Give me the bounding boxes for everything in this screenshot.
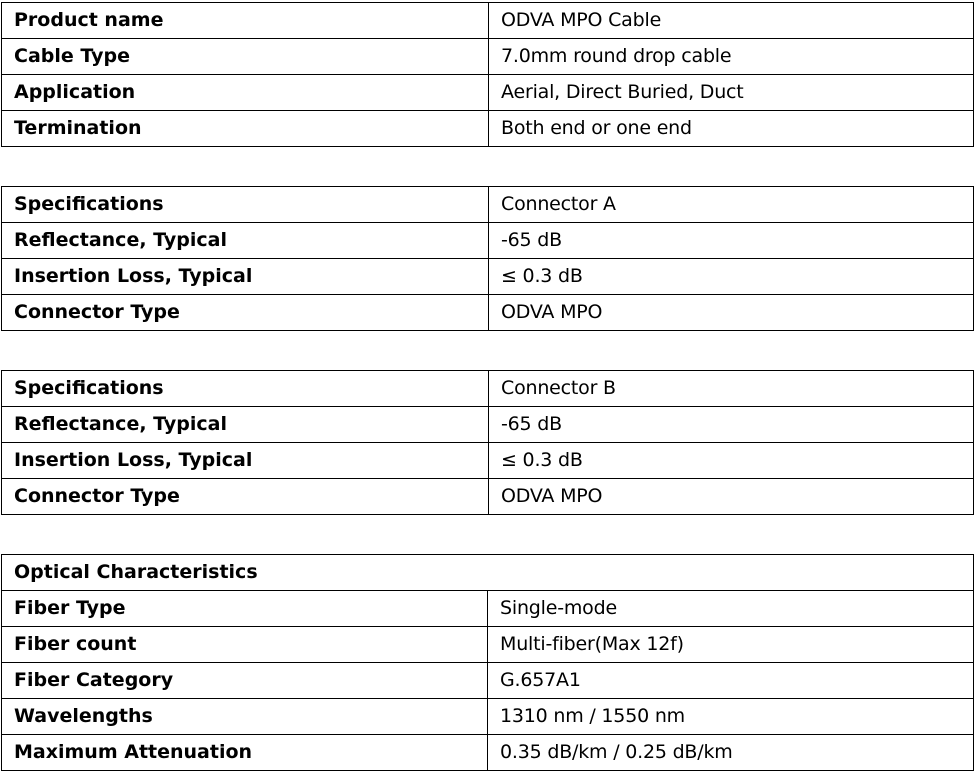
row-label: Insertion Loss, Typical [2, 259, 489, 295]
table-row [2, 591, 974, 627]
optical-characteristics-table [1, 554, 974, 771]
row-value: ≤ 0.3 dB [489, 443, 974, 479]
table-row [2, 3, 974, 39]
table-row [2, 735, 974, 771]
table-row [2, 699, 974, 735]
connector-a-spec-table [1, 186, 974, 331]
product-info-table [1, 2, 974, 147]
table-row [2, 479, 974, 515]
row-label: Fiber Type [2, 591, 488, 627]
header-label: Specifications [2, 371, 489, 407]
row-value: ODVA MPO [489, 295, 974, 331]
table-row [2, 223, 974, 259]
row-label: Application [2, 75, 489, 111]
table-header-row [2, 555, 974, 591]
header-label: Specifications [2, 187, 489, 223]
row-value: Multi-fiber(Max 12f) [488, 627, 974, 663]
row-label: Cable Type [2, 39, 489, 75]
row-label: Product name [2, 3, 489, 39]
table-row [2, 259, 974, 295]
row-value: Both end or one end [489, 111, 974, 147]
row-label: Fiber Category [2, 663, 488, 699]
row-value: 0.35 dB/km / 0.25 dB/km [488, 735, 974, 771]
table-header-row [2, 371, 974, 407]
row-label: Reflectance, Typical [2, 407, 489, 443]
header-value: Connector A [489, 187, 974, 223]
row-label: Connector Type [2, 479, 489, 515]
row-value: 1310 nm / 1550 nm [488, 699, 974, 735]
row-label: Maximum Attenuation [2, 735, 488, 771]
row-value: -65 dB [489, 223, 974, 259]
table-row [2, 75, 974, 111]
row-label: Termination [2, 111, 489, 147]
table-row [2, 443, 974, 479]
table-row [2, 627, 974, 663]
table-row [2, 39, 974, 75]
row-value: Aerial, Direct Buried, Duct [489, 75, 974, 111]
row-value: Single-mode [488, 591, 974, 627]
row-label: Fiber count [2, 627, 488, 663]
table-row [2, 407, 974, 443]
row-label: Connector Type [2, 295, 489, 331]
row-value: ODVA MPO [489, 479, 974, 515]
section-title: Optical Characteristics [2, 555, 974, 591]
table-row [2, 111, 974, 147]
connector-b-spec-table [1, 370, 974, 515]
row-label: Reflectance, Typical [2, 223, 489, 259]
row-value: -65 dB [489, 407, 974, 443]
header-value: Connector B [489, 371, 974, 407]
table-header-row [2, 187, 974, 223]
row-value: ≤ 0.3 dB [489, 259, 974, 295]
row-label: Insertion Loss, Typical [2, 443, 489, 479]
row-value: ODVA MPO Cable [489, 3, 974, 39]
table-row [2, 663, 974, 699]
row-value: G.657A1 [488, 663, 974, 699]
row-value: 7.0mm round drop cable [489, 39, 974, 75]
row-label: Wavelengths [2, 699, 488, 735]
table-row [2, 295, 974, 331]
